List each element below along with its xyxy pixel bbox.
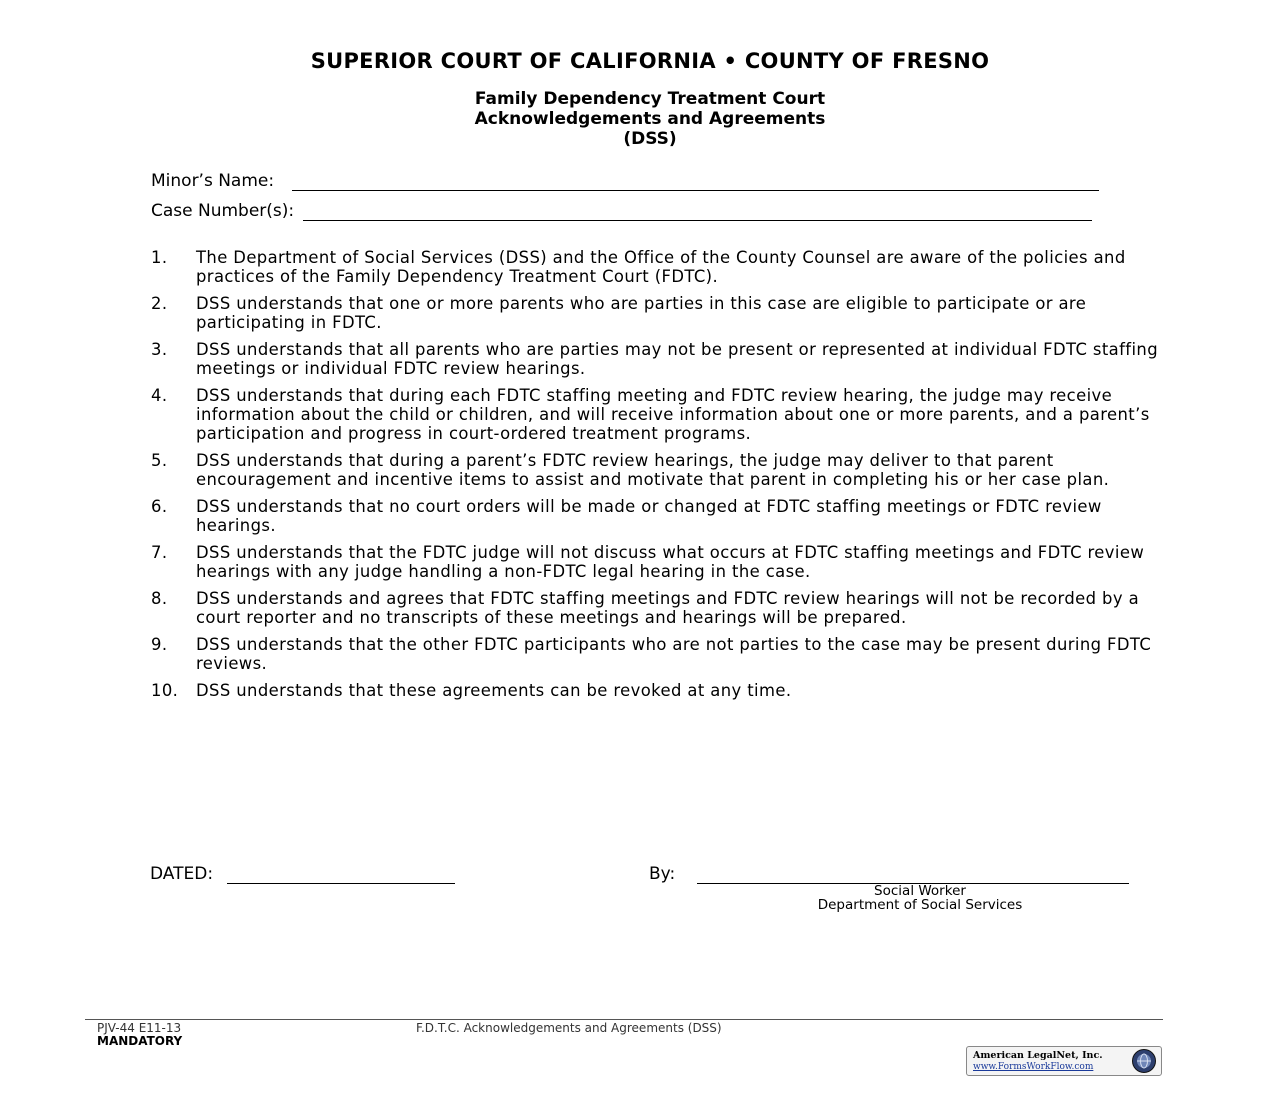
- mandatory-label: MANDATORY: [97, 1034, 183, 1048]
- dated-field[interactable]: [227, 865, 455, 884]
- item-text: DSS understands that no court orders will be made or changed at FDTC staffing meetings or FDTC review hearings.: [196, 497, 1102, 535]
- item-number: 1.: [151, 248, 168, 267]
- item-text: DSS understands that during a parent’s FDTC review hearings, the judge may deliver to that parent encouragement and incentive items to assist and motivate that parent in completing his or her case plan.: [196, 451, 1110, 489]
- item-text: DSS understands that the other FDTC participants who are not parties to the case may be present during FDTC reviews.: [196, 635, 1152, 673]
- item-number: 4.: [151, 386, 168, 405]
- minor-name-row: [151, 171, 1099, 191]
- list-item: [151, 635, 1166, 673]
- court-title: SUPERIOR COURT OF CALIFORNIA • COUNTY OF FRESNO: [310, 49, 990, 73]
- minor-name-label: Minor’s Name:: [151, 171, 275, 191]
- item-number: 5.: [151, 451, 168, 470]
- list-item: [151, 543, 1166, 581]
- item-text: The Department of Social Services (DSS) and the Office of the County Counsel are aware of the policies and practices of the Family Dependency Treatment Court (FDTC).: [196, 248, 1126, 286]
- minor-name-field[interactable]: [292, 172, 1099, 191]
- item-text: DSS understands that the FDTC judge will not discuss what occurs at FDTC staffing meetings and FDTC review hearings with any judge handling a non-FDTC legal hearing in the case.: [196, 543, 1145, 581]
- publisher-name: American LegalNet, Inc.: [973, 1050, 1103, 1061]
- item-text: DSS understands and agrees that FDTC staffing meetings and FDTC review hearings will not be recorded by a court reporter and no transcripts of these meetings and hearings will be prepared.: [196, 589, 1140, 627]
- signer-department: Department of Social Services: [817, 897, 1023, 913]
- case-number-row: [151, 201, 1092, 221]
- globe-icon: [1131, 1048, 1157, 1074]
- item-number: 10.: [151, 681, 179, 700]
- list-item: [151, 294, 1166, 332]
- dated-label: DATED:: [150, 864, 214, 884]
- form-title-line2: Acknowledgements and Agreements: [474, 109, 826, 129]
- item-number: 7.: [151, 543, 168, 562]
- list-item: [151, 386, 1166, 443]
- item-text: DSS understands that these agreements can be revoked at any time.: [196, 681, 792, 700]
- item-text: DSS understands that one or more parents who are parties in this case are eligible to participate or are participating in FDTC.: [196, 294, 1087, 332]
- footer-divider: [85, 1019, 1163, 1020]
- footer-title: F.D.T.C. Acknowledgements and Agreements (DSS): [416, 1021, 722, 1035]
- case-number-field[interactable]: [303, 202, 1092, 221]
- form-title-line3: (DSS): [623, 129, 677, 149]
- signer-title: Social Worker: [874, 883, 966, 899]
- by-row: [649, 864, 1129, 884]
- dated-row: [150, 864, 455, 884]
- case-number-label: Case Number(s):: [151, 201, 295, 221]
- item-number: 3.: [151, 340, 168, 359]
- form-code: PJV-44 E11-13: [97, 1021, 182, 1035]
- list-item: [151, 589, 1166, 627]
- publisher-url[interactable]: www.FormsWorkFlow.com: [973, 1062, 1094, 1072]
- list-item: [151, 497, 1166, 535]
- list-item: [151, 340, 1166, 378]
- item-number: 8.: [151, 589, 168, 608]
- signature-field[interactable]: [697, 865, 1129, 884]
- form-title-line1: Family Dependency Treatment Court: [474, 89, 826, 109]
- acknowledgement-list: [151, 248, 1166, 708]
- item-number: 6.: [151, 497, 168, 516]
- list-item: [151, 248, 1166, 286]
- item-text: DSS understands that during each FDTC staffing meeting and FDTC review hearing, the judge may receive information about the child or children, and will receive information about one or more parents, and a parent’s participation and progress in court-ordered treatment programs.: [196, 386, 1150, 443]
- item-text: DSS understands that all parents who are parties may not be present or represented at individual FDTC staffing meetings or individual FDTC review hearings.: [196, 340, 1158, 378]
- list-item: [151, 451, 1166, 489]
- item-number: 9.: [151, 635, 168, 654]
- list-item: [151, 681, 1166, 700]
- item-number: 2.: [151, 294, 168, 313]
- by-label: By:: [649, 864, 676, 884]
- publisher-logo: [966, 1046, 1162, 1076]
